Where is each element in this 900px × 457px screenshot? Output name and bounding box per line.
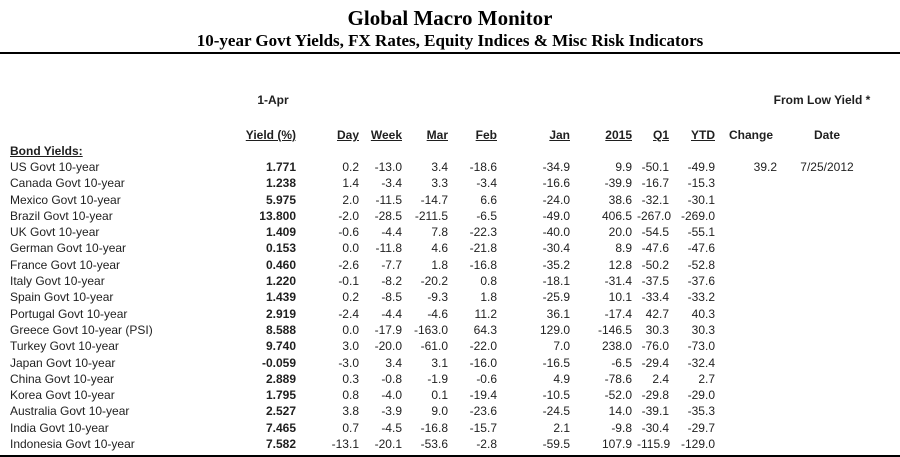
section-header-row: [0, 143, 900, 159]
cell-yield: 0.153: [265, 241, 296, 256]
table-row: [0, 306, 900, 322]
table-row: [0, 192, 900, 208]
cell-value: -8.5: [381, 290, 402, 305]
cell-value: -17.9: [374, 322, 402, 337]
cell-value: -22.0: [469, 339, 497, 354]
table-row: [0, 355, 900, 371]
cell-value: 3.1: [431, 355, 448, 370]
cell-value: -16.8: [469, 257, 497, 272]
cell-value: -16.6: [542, 176, 570, 191]
cell-value: -78.6: [604, 371, 632, 386]
cell-date: [782, 257, 872, 273]
cell-value: 14.0: [608, 404, 632, 419]
cell-value: 6.6: [480, 192, 497, 207]
cell-value: 0.8: [480, 274, 497, 289]
cell-value: -269.0: [680, 208, 715, 223]
cell-value: 3.4: [431, 160, 448, 174]
cell-value: 42.7: [645, 306, 669, 321]
cell-value: 8.9: [615, 241, 632, 256]
from-low-yield-label: From Low Yield *: [773, 93, 871, 107]
cell-change: [720, 257, 782, 273]
cell-value: -29.0: [687, 388, 715, 403]
cell-value: -16.7: [641, 176, 669, 191]
cell-value: -18.6: [469, 160, 497, 174]
cell-value: -50.2: [641, 257, 669, 272]
cell-yield: 13.800: [259, 208, 296, 223]
row-label: Brazil Govt 10-year: [10, 208, 113, 223]
cell-value: -21.8: [469, 241, 497, 256]
cell-value: 7.8: [431, 225, 448, 240]
cell-value: -16.5: [542, 355, 570, 370]
cell-value: -267.0: [637, 208, 672, 223]
column-header-row: [0, 127, 900, 143]
cell-value: -17.4: [604, 306, 632, 321]
cell-value: -33.4: [641, 290, 669, 305]
cell-date: [782, 322, 872, 338]
cell-change: [720, 175, 782, 191]
cell-value: -61.0: [420, 339, 448, 354]
cell-value: 7.0: [553, 339, 570, 354]
cell-value: 36.1: [546, 306, 570, 321]
page-title: Global Macro Monitor: [347, 6, 553, 30]
col-header-week: Week: [370, 128, 402, 142]
cell-value: -39.9: [604, 176, 632, 191]
cell-value: -73.0: [687, 339, 715, 354]
cell-value: -76.0: [641, 339, 669, 354]
report-header: [0, 0, 900, 54]
cell-value: -2.6: [338, 257, 359, 272]
cell-value: -15.3: [687, 176, 715, 191]
cell-value: -13.1: [331, 437, 359, 452]
cell-value: 38.6: [608, 192, 632, 207]
cell-value: 12.8: [608, 257, 632, 272]
cell-value: -37.5: [641, 274, 669, 289]
cell-value: -4.6: [427, 306, 448, 321]
cell-value: 11.2: [474, 306, 497, 321]
table-row: [0, 159, 900, 175]
cell-value: -31.4: [604, 274, 632, 289]
cell-value: -129.0: [680, 437, 715, 452]
row-label: China Govt 10-year: [10, 371, 115, 386]
cell-yield: 7.465: [265, 420, 296, 435]
cell-change: [720, 371, 782, 387]
cell-change: [720, 289, 782, 305]
cell-value: 238.0: [601, 339, 632, 354]
cell-date: [782, 306, 872, 322]
cell-value: 0.0: [342, 241, 359, 256]
cell-value: -211.5: [414, 208, 448, 223]
table-row: [0, 240, 900, 256]
table-row: [0, 371, 900, 387]
cell-date: [782, 403, 872, 419]
cell-yield: 1.771: [265, 160, 296, 174]
page-subtitle: 10-year Govt Yields, FX Rates, Equity Indices & Misc Risk Indicators: [196, 31, 704, 50]
row-label: Greece Govt 10-year (PSI): [10, 322, 153, 337]
cell-value: -0.1: [338, 274, 359, 289]
cell-value: 40.3: [691, 306, 715, 321]
table-row: [0, 338, 900, 354]
row-label: Indonesia Govt 10-year: [10, 437, 135, 452]
cell-value: -3.4: [381, 176, 402, 191]
cell-value: -10.5: [542, 388, 570, 403]
cell-change: [720, 338, 782, 354]
row-label: German Govt 10-year: [10, 241, 127, 256]
cell-value: -29.4: [641, 355, 669, 370]
cell-value: -16.8: [420, 420, 448, 435]
cell-value: -14.7: [420, 192, 448, 207]
cell-date: [782, 208, 872, 224]
cell-value: -9.8: [611, 420, 632, 435]
cell-value: -55.1: [687, 225, 715, 240]
cell-value: 20.0: [608, 225, 632, 240]
cell-value: -163.0: [413, 322, 448, 337]
cell-value: -7.7: [381, 257, 402, 272]
table-row: [0, 175, 900, 191]
cell-value: -20.2: [420, 274, 448, 289]
cell-yield: 1.795: [265, 388, 296, 403]
cell-date: [782, 289, 872, 305]
table-body: [0, 159, 900, 452]
bond-yields-table: [0, 92, 900, 452]
col-header-change: Change: [728, 128, 773, 142]
table-row: [0, 224, 900, 240]
cell-change: [720, 224, 782, 240]
cell-date: 7/25/2012: [800, 160, 854, 174]
cell-value: -24.0: [542, 192, 570, 207]
col-header-feb: Feb: [475, 128, 497, 142]
cell-change: [720, 403, 782, 419]
cell-yield: 0.460: [265, 257, 296, 272]
cell-value: -9.3: [427, 290, 448, 305]
cell-value: -34.9: [542, 160, 570, 174]
table-row: [0, 257, 900, 273]
cell-value: 107.9: [601, 437, 632, 452]
table-row: [0, 403, 900, 419]
col-header-yield: Yield (%): [245, 128, 296, 142]
cell-value: 3.8: [342, 404, 359, 419]
cell-date: [782, 436, 872, 452]
row-label: Korea Govt 10-year: [10, 388, 115, 403]
cell-yield: 7.582: [265, 437, 296, 452]
cell-value: -52.0: [604, 388, 632, 403]
cell-value: 0.7: [342, 420, 359, 435]
row-label: Italy Govt 10-year: [10, 274, 105, 289]
cell-value: -15.7: [469, 420, 497, 435]
cell-date: [782, 175, 872, 191]
cell-value: -22.3: [469, 225, 497, 240]
cell-value: -0.6: [476, 371, 497, 386]
cell-yield: 2.527: [265, 404, 296, 419]
cell-value: -30.4: [641, 420, 669, 435]
cell-value: 1.8: [431, 257, 448, 272]
table-row: [0, 289, 900, 305]
row-label: Portugal Govt 10-year: [10, 306, 128, 321]
cell-value: 2.0: [342, 192, 359, 207]
cell-value: 30.3: [691, 322, 715, 337]
cell-yield: 8.588: [265, 322, 296, 337]
cell-change: [720, 306, 782, 322]
cell-value: -23.6: [469, 404, 497, 419]
date-row-spacer: [0, 92, 245, 108]
cell-value: -20.0: [374, 339, 402, 354]
column-header-spacer: [0, 127, 245, 143]
table-row: [0, 387, 900, 403]
cell-value: -50.1: [641, 160, 669, 174]
cell-change: 39.2: [753, 160, 777, 174]
cell-value: -30.1: [687, 192, 715, 207]
cell-value: -11.8: [375, 241, 402, 256]
col-header-jan: Jan: [549, 128, 570, 142]
cell-value: -40.0: [542, 225, 570, 240]
cell-value: 129.0: [539, 322, 570, 337]
cell-date: [782, 355, 872, 371]
cell-value: -35.2: [542, 257, 570, 272]
cell-date: [782, 224, 872, 240]
cell-value: -6.5: [611, 355, 632, 370]
cell-value: -1.9: [427, 371, 448, 386]
cell-yield: 9.740: [265, 339, 296, 354]
cell-value: -29.8: [641, 388, 669, 403]
row-label: Japan Govt 10-year: [10, 355, 116, 370]
cell-value: -3.4: [476, 176, 497, 191]
cell-change: [720, 436, 782, 452]
cell-value: -13.0: [374, 160, 402, 174]
cell-value: 64.3: [473, 322, 497, 337]
cell-value: -2.4: [338, 306, 359, 321]
cell-value: 4.9: [553, 371, 570, 386]
col-header-day: Day: [336, 128, 359, 142]
cell-change: [720, 240, 782, 256]
cell-yield: 5.975: [265, 192, 296, 207]
cell-yield: 1.238: [265, 176, 296, 191]
cell-value: -4.0: [381, 388, 402, 403]
cell-value: -30.4: [542, 241, 570, 256]
cell-yield: 1.439: [265, 290, 296, 305]
cell-value: -3.0: [338, 355, 359, 370]
cell-value: 3.0: [342, 339, 359, 354]
row-label: UK Govt 10-year: [10, 225, 100, 240]
cell-value: 0.3: [342, 371, 359, 386]
cell-value: 0.2: [342, 160, 359, 174]
cell-value: -54.5: [641, 225, 669, 240]
cell-value: -32.1: [641, 192, 669, 207]
cell-value: -4.5: [381, 420, 402, 435]
cell-value: -25.9: [542, 290, 570, 305]
cell-value: -59.5: [542, 437, 570, 452]
cell-value: -16.0: [469, 355, 497, 370]
cell-yield: 1.409: [265, 225, 296, 240]
cell-date: [782, 192, 872, 208]
table-row: [0, 420, 900, 436]
cell-value: 30.3: [645, 322, 669, 337]
cell-value: 1.4: [342, 176, 359, 191]
cell-value: 4.6: [431, 241, 448, 256]
cell-value: -49.9: [687, 160, 715, 174]
cell-value: 0.8: [342, 388, 359, 403]
cell-value: -29.7: [687, 420, 715, 435]
col-header-mar: Mar: [426, 128, 448, 142]
section-label: Bond Yields:: [10, 144, 83, 158]
cell-value: 2.7: [698, 371, 715, 386]
row-label: Turkey Govt 10-year: [10, 339, 119, 354]
cell-yield: 1.220: [265, 274, 296, 289]
cell-date: [782, 338, 872, 354]
cell-value: -53.6: [420, 437, 448, 452]
cell-change: [720, 355, 782, 371]
row-label: Mexico Govt 10-year: [10, 192, 121, 207]
cell-value: -8.2: [381, 274, 402, 289]
cell-value: -3.9: [381, 404, 402, 419]
col-header-date: Date: [813, 128, 840, 142]
cell-value: -115.9: [637, 437, 671, 452]
cell-value: -24.5: [542, 404, 570, 419]
table-row: [0, 273, 900, 289]
cell-value: -0.6: [338, 225, 359, 240]
cell-yield: 2.919: [265, 306, 296, 321]
row-label: Canada Govt 10-year: [10, 176, 125, 191]
table-row: [0, 322, 900, 338]
cell-value: -20.1: [374, 437, 402, 452]
cell-value: 2.1: [553, 420, 570, 435]
cell-value: -32.4: [687, 355, 715, 370]
cell-change: [720, 420, 782, 436]
row-label: India Govt 10-year: [10, 420, 109, 435]
cell-change: [720, 322, 782, 338]
cell-value: -35.3: [687, 404, 715, 419]
cell-value: 9.0: [431, 404, 448, 419]
date-header-row: [0, 92, 900, 108]
cell-value: 3.3: [431, 176, 448, 191]
cell-change: [720, 273, 782, 289]
cell-value: -146.5: [597, 322, 632, 337]
cell-date: [782, 240, 872, 256]
cell-value: 10.1: [608, 290, 632, 305]
cell-value: -11.5: [375, 192, 402, 207]
cell-value: -47.6: [687, 241, 715, 256]
cell-value: 3.4: [385, 355, 402, 370]
row-label: US Govt 10-year: [10, 160, 100, 174]
cell-date: [782, 387, 872, 403]
row-label: Australia Govt 10-year: [10, 404, 130, 419]
cell-date: [782, 273, 872, 289]
cell-value: -52.8: [687, 257, 715, 272]
cell-change: [720, 208, 782, 224]
cell-value: 9.9: [615, 160, 632, 174]
col-header-2015: 2015: [605, 128, 632, 142]
row-label: France Govt 10-year: [10, 257, 121, 272]
cell-value: -19.4: [469, 388, 497, 403]
cell-value: -37.6: [687, 274, 715, 289]
cell-value: -49.0: [542, 208, 570, 223]
table-row: [0, 436, 900, 452]
cell-change: [720, 192, 782, 208]
cell-value: -0.8: [381, 371, 402, 386]
as-of-date-label: 1-Apr: [257, 93, 289, 107]
cell-value: -4.4: [381, 225, 402, 240]
cell-value: 2.4: [652, 371, 669, 386]
cell-value: -28.5: [374, 208, 402, 223]
cell-value: -47.6: [641, 241, 669, 256]
cell-yield: 2.889: [265, 371, 296, 386]
cell-value: 0.0: [342, 322, 359, 337]
cell-value: -18.1: [542, 274, 570, 289]
cell-value: -33.2: [687, 290, 715, 305]
cell-value: -39.1: [641, 404, 669, 419]
spacer-row: [0, 108, 900, 127]
cell-value: -2.0: [338, 208, 359, 223]
cell-value: 0.2: [342, 290, 359, 305]
col-header-ytd: YTD: [691, 128, 715, 142]
cell-value: 0.1: [431, 388, 448, 403]
table-row: [0, 208, 900, 224]
col-header-q1: Q1: [652, 128, 669, 142]
cell-value: -2.8: [476, 437, 497, 452]
row-label: Spain Govt 10-year: [10, 290, 114, 305]
cell-date: [782, 420, 872, 436]
cell-value: 406.5: [601, 208, 632, 223]
cell-date: [782, 371, 872, 387]
cell-value: -6.5: [476, 208, 497, 223]
cell-change: [720, 387, 782, 403]
cell-value: 1.8: [480, 290, 497, 305]
cell-yield: -0.059: [261, 355, 296, 370]
cell-value: -4.4: [381, 306, 402, 321]
